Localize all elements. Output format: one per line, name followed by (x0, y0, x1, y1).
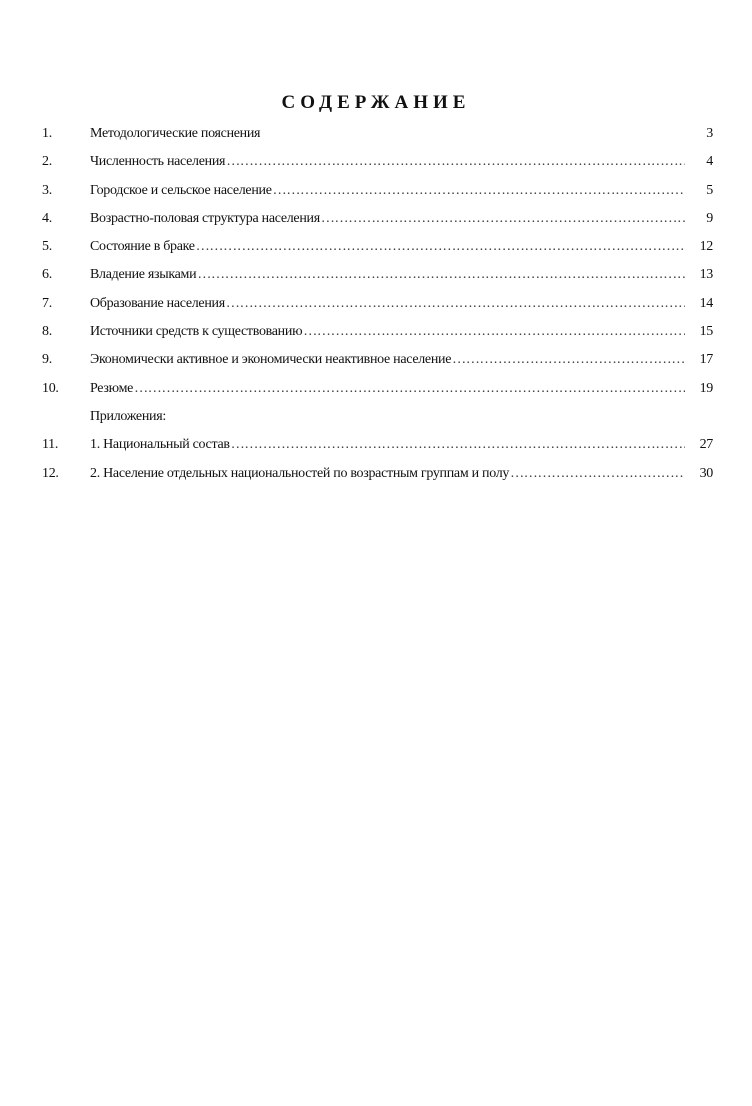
page-title: СОДЕРЖАНИЕ (281, 92, 471, 113)
entry-title: Численность населения (90, 154, 226, 170)
entry-page: 13 (699, 267, 713, 283)
entry-page: 15 (699, 324, 713, 340)
entry-page: 9 (706, 210, 713, 226)
toc-entry[interactable] (42, 352, 713, 380)
entry-number: 5. (42, 239, 52, 255)
entry-number: 1. (42, 126, 52, 141)
toc-entry[interactable] (42, 267, 713, 295)
entry-page: 5 (706, 182, 713, 198)
entry-page: 17 (699, 352, 713, 368)
entry-page: 19 (699, 380, 713, 396)
dot-leader (273, 183, 685, 199)
dot-leader (452, 352, 685, 368)
entry-number: 4. (42, 210, 52, 226)
entry-title: Городское и сельское население (90, 182, 272, 198)
entry-title: 1. Национальный состав (90, 437, 230, 453)
entry-number: 8. (42, 324, 52, 340)
toc-entry[interactable] (42, 183, 713, 211)
entry-page: 14 (699, 295, 713, 311)
dot-leader (134, 381, 685, 397)
entry-title: Образование населения (90, 295, 225, 311)
entry-number: 12. (42, 465, 59, 481)
entry-page: 12 (699, 239, 713, 255)
entry-number: 2. (42, 154, 52, 170)
entry-title: Приложения: (90, 408, 166, 424)
toc-entry[interactable] (42, 324, 713, 352)
entry-page: 27 (699, 437, 713, 453)
dot-leader (231, 437, 685, 453)
entry-page: 4 (706, 154, 713, 170)
toc-entry[interactable] (42, 126, 713, 154)
entry-number: 10. (42, 380, 59, 396)
dot-leader (197, 267, 685, 283)
toc-entry[interactable] (42, 211, 713, 239)
toc-entry[interactable] (42, 239, 713, 267)
entry-number: 7. (42, 295, 52, 311)
table-of-contents (42, 126, 713, 494)
dot-leader (510, 466, 685, 482)
dot-leader (196, 239, 685, 255)
dot-leader (321, 211, 685, 227)
entry-page: 30 (699, 465, 713, 481)
entry-title: Возрастно-половая структура населения (90, 210, 320, 226)
entry-title: Методологические пояснения (90, 126, 261, 141)
entry-number: 6. (42, 267, 52, 283)
entry-title: Экономически активное и экономически неактивное население (90, 352, 452, 368)
toc-entry[interactable] (42, 409, 713, 437)
entry-page: 3 (706, 126, 713, 141)
entry-title: Резюме (90, 380, 134, 396)
dot-leader (303, 324, 685, 340)
entry-number: 9. (42, 352, 52, 368)
entry-title: Владение языками (90, 267, 197, 283)
entry-title: Источники средств к существованию (90, 324, 303, 340)
entry-title: Состояние в браке (90, 239, 195, 255)
toc-entry[interactable] (42, 296, 713, 324)
entry-number: 3. (42, 182, 52, 198)
toc-entry[interactable] (42, 154, 713, 182)
toc-entry[interactable] (42, 466, 713, 494)
entry-title: 2. Население отдельных национальностей по возрастным группам и полу (90, 465, 510, 481)
entry-number: 11. (42, 437, 59, 453)
toc-entry[interactable] (42, 437, 713, 465)
toc-entry[interactable] (42, 381, 713, 409)
dot-leader (226, 154, 685, 170)
dot-leader (226, 296, 685, 312)
